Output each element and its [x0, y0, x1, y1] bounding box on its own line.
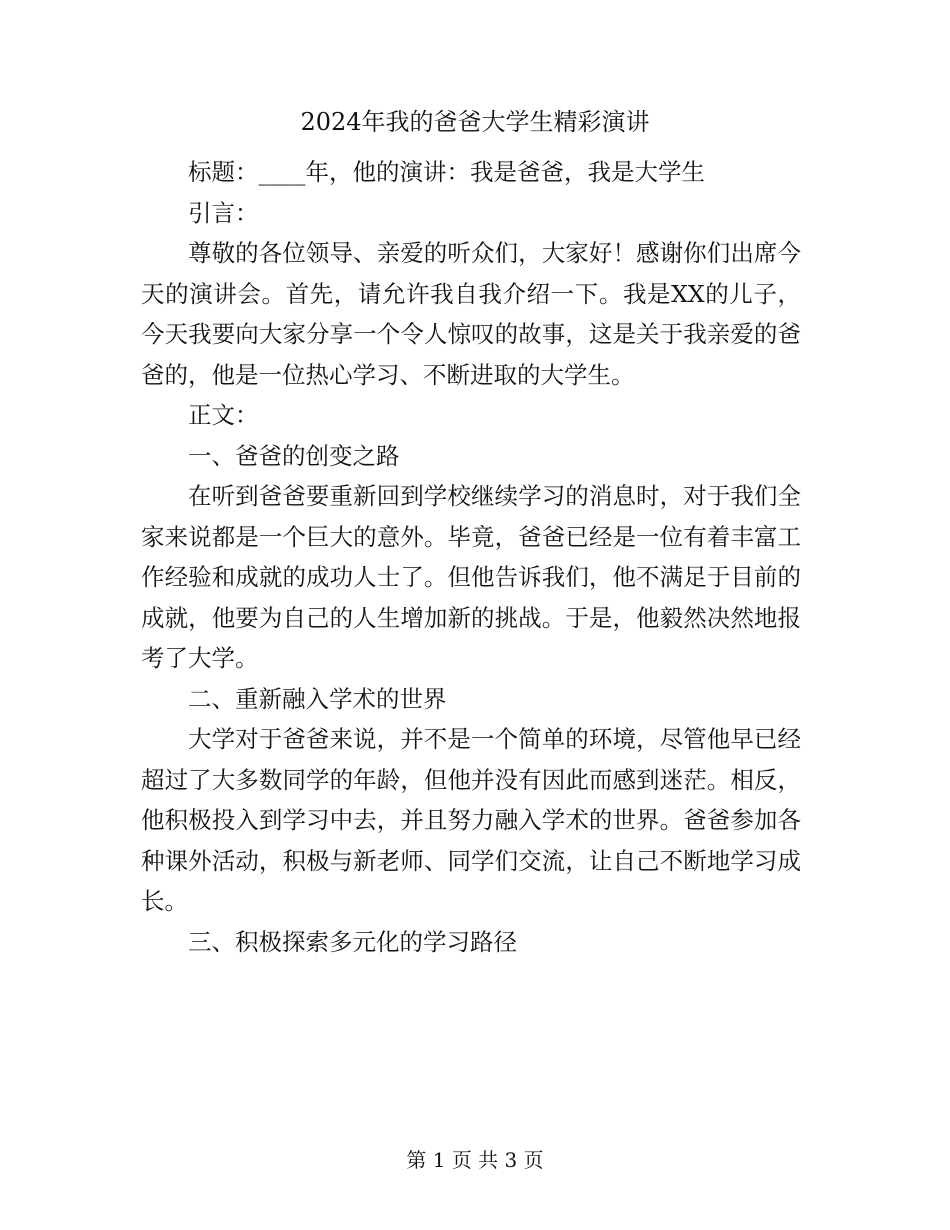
- document-title: 2024年我的爸爸大学生精彩演讲: [300, 108, 650, 136]
- section-heading-3: 三、积极探索多元化的学习路径: [188, 927, 517, 956]
- paragraph-intro: 尊敬的各位领导、亲爱的听众们，大家好！感谢你们出席今天的演讲会。首先，请允许我自我介绍一下。我是XX的儿子，今天我要向大家分享一个令人惊叹的故事，这是关于我亲爱的爸爸的，他是一位热心学习、不断进取的大学生。: [141, 239, 801, 389]
- paragraph-section-2: 大学对于爸爸来说，并不是一个简单的环境，尽管他早已经超过了大多数同学的年龄，但他并没有因此而感到迷茫。相反，他积极投入到学习中去，并且努力融入学术的世界。爸爸参加各种课外活动，积极与新老师、同学们交流，让自己不断地学习成长。: [141, 725, 801, 915]
- section-heading-1: 一、爸爸的创变之路: [188, 441, 400, 470]
- section-heading-2: 二、重新融入学术的世界: [188, 684, 447, 713]
- paragraph-main-heading: 正文：: [188, 401, 259, 429]
- page-footer: 第 1 页 共 3 页: [406, 1148, 544, 1172]
- paragraph-speech-title: 标题：____年，他的演讲：我是爸爸，我是大学生: [188, 158, 705, 186]
- document-body: [141, 152, 801, 962]
- paragraph-intro-heading: 引言：: [188, 198, 259, 227]
- paragraph-section-1: 在听到爸爸要重新回到学校继续学习的消息时，对于我们全家来说都是一个巨大的意外。毕竟，爸爸已经是一位有着丰富工作经验和成就的成功人士了。但他告诉我们，他不满足于目前的成就，他要为自己的人生增加新的挑战。于是，他毅然决然地报考了大学。: [141, 482, 801, 672]
